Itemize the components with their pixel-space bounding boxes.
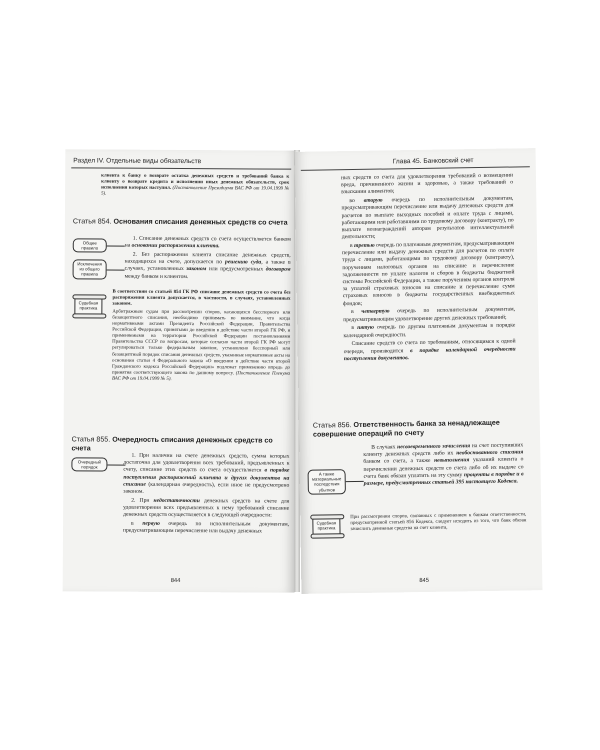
article-854-heading [73,217,291,227]
article-855-label: Статья 855. [71,435,111,444]
order-list [341,172,516,364]
article-856-label: Статья 856. [312,421,352,430]
order-first-tail: ных средств со счета для удовлетворения требований о возмещении вреда, причиненного жизни и здоровью, а также требований о взыскании алиментов; [340,172,514,196]
article-856-text-g: указаний клиента о перечислении денежных средств со счета либо об их выдаче со счета банк обязан уплатить на эту сумму [363,456,524,480]
note-liability: А также материальные последствия убытков [308,469,346,494]
order-fifth-prefix: в [351,325,355,332]
left-running-header: Раздел IV. Отдельные виды обязательств [73,157,202,166]
article-854-p1-text: 1. Списание денежных средств со счета осуществляется банком на [124,235,291,249]
article-854-p2-law: законом [186,266,207,273]
order-third-prefix: в [349,243,353,250]
article-856-text-c: на счет поступивших клиенту денежных средств либо их [363,442,524,459]
article-855-p2-emph: недостаточности [153,497,200,504]
article-856-interest: проценты [463,471,490,479]
article-855-p2-tail: денежных средств на счете для удовлетворения всех предъявленных к нему требований списание денежных средств осуществляется в следующей очередности: [123,497,290,519]
article-856-practice [350,512,526,535]
note-order: Очередный порядок [71,457,107,472]
article-855-heading [71,435,289,454]
order-same-queue-text: Списание средств со счета по требованиям, относящимся к одной очереди, производится [343,338,516,355]
right-running-header: Глава 45. Банковский счет [392,157,474,166]
practice-856-body: При рассмотрении споров, связанных с применением к банкам ответственности, предусмотренной статьей 856 Кодекса, следует исходить из того, что банк обязан зачислить денежные средства на счет клиента, [350,512,527,533]
article-854-p2-text-e: или предусмотренных [208,266,264,273]
top-text-reference: (Постановление Президиума ВАС РФ от 19.04.1999 № 5). [101,186,290,197]
order-fifth-emph: пятую [357,325,375,332]
article-856-title: Ответственность банка за ненадлежащее совершение операций по счету [312,418,500,439]
left-page [63,149,298,592]
left-page-number: 844 [170,577,181,585]
article-854-label: Статья 854. [72,217,112,226]
article-856-heading [313,418,523,438]
right-page-number: 845 [419,577,430,585]
article-854-p2-text-c: , а также в случаях, установленных [124,259,291,273]
article-854-p1-emph: основании распоряжения клиента. [131,242,220,250]
article-854-title: Основания списания денежных средств со счета [113,217,288,227]
left-top-paragraph [101,174,289,201]
article-856-body [363,442,524,489]
left-header-rule [71,167,291,169]
practice-854-body: Арбитражным судам при рассмотрении споров, касающихся бесспорного или безакцептного списания, необходимо принимать во внимание, что когда нормативными актами Президента Российской Федерации, Правительства Российской Федерации, принятыми до введения в действие части второй ГК РФ, и применяемыми на территории Российской Федерации постановлениями Правительства СССР по вопросам, которые согласно части второй ГК РФ могут регулироваться только федеральным законом, установлено бесспорный или безакцептный порядок списания денежных средств, указанные нормативные акты на основании статьи 4 Федерального закона «О введении в действие части второй Гражданского кодекса Российской Федерации» подлежат применению впредь до принятия соответствующего закона по данному вопросу. [111,309,291,377]
article-854-p2-text: 2. Без распоряжения клиента списание денежных средств, находящихся на счете, допускается по [124,251,291,266]
article-854-p2-contract: договором [265,266,291,274]
top-text-body: клиента к банку о возврате остатка денежных средств и требований банка к клиенту о возврате кредита и исполнении иных денежных обязательств, срок исполнения которых наступил. [101,173,290,192]
order-fifth-text: очередь по другим платежным документам в порядке календарной очередности. [343,322,516,339]
note-court-practice-854: Судебная практика [74,297,102,315]
article-855-p1-emph: в порядке поступления распоряжений клиента и других документов на списание [123,467,290,488]
note-general-rule: Общее правило [73,238,107,253]
article-856-non-execution: невыполнения [434,457,470,465]
order-fourth-emph: четвертую [361,308,390,316]
order-second-text: очередь по исполнительным документам, предусматривающим перечисление или выдачу денежных средств для расчетов по выплате выходных пособий и оплате труда с лицами, работающими или работавшими по трудовому договору (контракту), по выплате вознаграждений авторам результатов интеллектуальной деятельности; [341,195,514,241]
article-854-body [125,236,291,283]
order-same-queue-emph: в порядке календарной очередности поступления документов. [343,346,516,363]
order-fourth-text: очередь по исполнительным документам, предусматривающим удовлетворение других денежных требований; [343,306,516,323]
practice-854-lead: В соответствии со статьей 854 ГК РФ списание денежных средств со счета без распоряжения клиента допускается, в частности, в случаях, установленных законом. [112,289,291,307]
right-page [295,148,543,594]
order-fourth-prefix: в [351,309,354,316]
order-third-emph: третью [354,242,375,250]
article-854-practice [112,290,291,386]
order-second-prefix: во [349,198,355,205]
article-855-p3-text: в [131,520,134,527]
article-855-p1-text: 1. При наличии на счете денежных средств, сумма которых достаточна для удовлетворения всех требований, предъявленных к счету, списание этих средств со счета осуществляется [123,452,290,474]
right-header-rule [301,166,530,171]
article-856-text-e: банком со счета, а также [363,458,431,466]
order-third-text: очередь по платежным документам, предусматривающим перечисление или выдачу денежных средств для расчетов по оплате труда с лицами, работающими по трудовому договору (контракту), поручениям налоговых органов на списание и перечисление задолженности по уплате налогов и сборов в бюджеты бюджетной системы Российской Федерации, а также поручениям органов контроля за уплатой страховых взносов на списание и перечисление сумм страховых взносов в бюджеты государственных внебюджетных фондов; [342,240,515,307]
article-855-body [123,453,290,538]
note-court-practice-856: Судебная практика [312,517,340,535]
article-856-unfounded-debit: необоснованного списания [456,449,524,457]
note-exceptions: Исключения из общего правила [73,259,107,279]
article-856-text-a: В случаях [371,444,396,451]
order-second-emph: вторую [363,197,383,205]
article-855-title: Очередность списания денежных средств со счета [71,435,273,453]
article-855-p3-tail: очередь по исполнительным документам, предусматривающим перечисление или выдачу денежных [123,520,290,535]
article-855-p3-first: первую [142,520,160,527]
article-856-late-credit: несвоевременного зачисления [397,443,471,451]
article-854-p2-text-g: между банком и клиентом. [124,273,189,280]
article-854-p2-court: решению суда [225,259,262,266]
article-855-p2-text: 2. При [131,497,150,504]
practice-854-reference: (Постановление Пленума ВАС РФ от 19.04.1999 № 5). [111,371,290,382]
article-855-p1-tail: (календарная очередность), если иное не предусмотрено законом. [123,481,290,495]
article-856-text-i: в порядке и в размере, предусмотренных статьей 395 настоящего Кодекса. [363,471,524,487]
